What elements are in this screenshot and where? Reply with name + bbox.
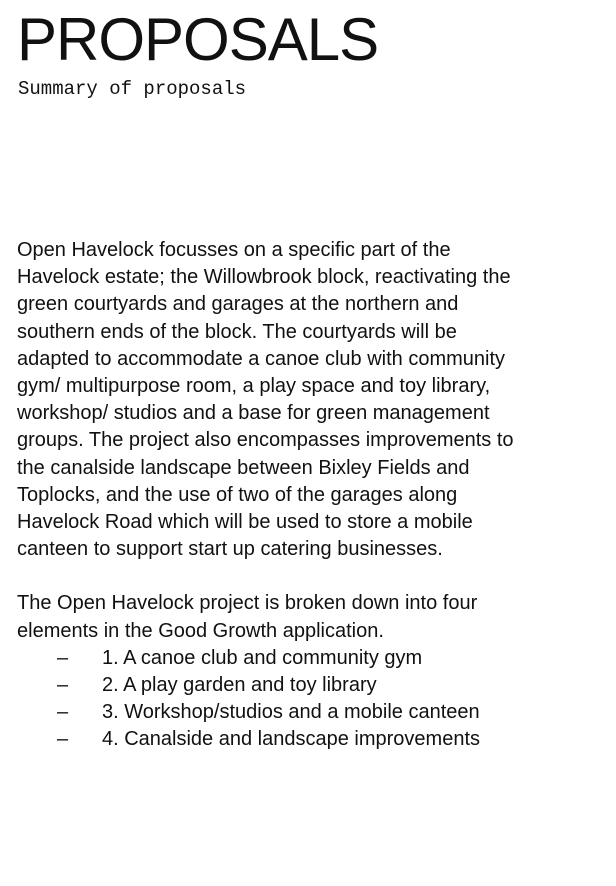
text-line: workshop/ studios and a base for green management (17, 402, 490, 425)
text-line: southern ends of the block. The courtyards will be (17, 320, 457, 343)
page-subtitle: Summary of proposals (18, 78, 247, 100)
list-item (17, 726, 577, 753)
dash-bullet: – (57, 674, 69, 697)
text-line: Toplocks, and the use of two of the garages along (17, 483, 458, 506)
text-line: Havelock estate; the Willowbrook block, reactivating the (17, 266, 511, 289)
text-line: Havelock Road which will be used to store a mobile (17, 511, 473, 534)
elements-list (17, 645, 577, 754)
page-title: PROPOSALS (17, 6, 379, 73)
text-line: canteen to support start up catering businesses. (17, 538, 443, 561)
list-item (17, 672, 577, 699)
text-line: elements in the Good Growth application. (17, 619, 384, 642)
text-line: groups. The project also encompasses improvements to (17, 429, 514, 452)
list-item-text: 1. A canoe club and community gym (102, 646, 423, 669)
text-line: the canalside landscape between Bixley Fields and (17, 456, 470, 479)
text-line: adapted to accommodate a canoe club with community (17, 347, 506, 370)
paragraph-intro (17, 237, 577, 563)
list-item-text: 3. Workshop/studios and a mobile canteen (102, 701, 480, 724)
text-line: green courtyards and garages at the northern and (17, 293, 459, 316)
dash-bullet: – (57, 646, 69, 669)
list-item (17, 645, 577, 672)
list-item (17, 699, 577, 726)
text-line: Open Havelock focusses on a specific part of the (17, 239, 451, 261)
text-line: gym/ multipurpose room, a play space and toy library, (17, 375, 491, 398)
body-text (17, 237, 577, 754)
paragraph-elements (17, 590, 577, 644)
list-item-text: 2. A play garden and toy library (102, 674, 377, 697)
dash-bullet: – (57, 728, 69, 751)
dash-bullet: – (57, 701, 69, 724)
text-line: The Open Havelock project is broken down into four (17, 592, 478, 615)
list-item-text: 4. Canalside and landscape improvements (102, 728, 480, 751)
